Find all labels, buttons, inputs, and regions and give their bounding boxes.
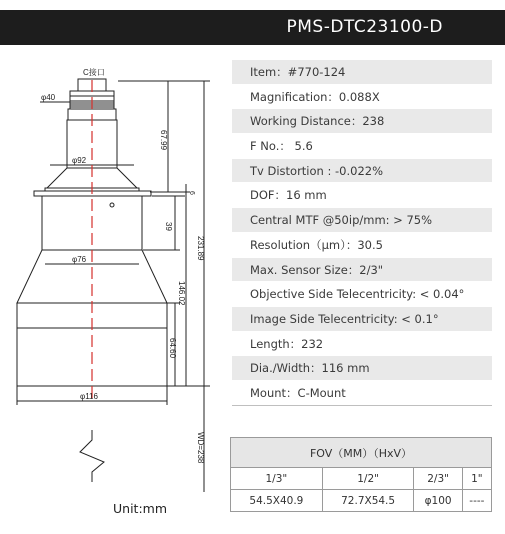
fov-sensor-cell: 1/3": [231, 468, 323, 490]
dim-6: 6: [188, 191, 195, 195]
spec-resolution: Resolution（μm）：30.5: [232, 233, 492, 258]
fov-sensor-cell: 2/3": [414, 468, 462, 490]
fov-value-cell: 72.7X54.5: [322, 490, 414, 512]
spec-f-no: F No.： 5.6: [232, 134, 492, 159]
spec-central-mtf: Central MTF @50ip/mm: > 75%: [232, 208, 492, 233]
spec-dia-width: Dia./Width：116 mm: [232, 356, 492, 381]
dim-39: 39: [164, 222, 173, 231]
spec-item: Item：#770-124: [232, 60, 492, 85]
lens-drawing: [0, 0, 230, 534]
dim-d76: φ76: [72, 255, 87, 264]
dim-146-02: 146.02: [177, 281, 186, 306]
fov-sensor-cell: 1/2": [322, 468, 414, 490]
unit-label: Unit:mm: [113, 501, 168, 516]
dim-wd: WD=238: [196, 432, 205, 464]
fov-sensor-cell: 1": [462, 468, 491, 490]
dim-64-60: 64.60: [168, 338, 177, 359]
fov-value-cell: ----: [462, 490, 491, 512]
spec-list: [232, 60, 492, 406]
fov-table: [230, 437, 492, 512]
dim-d116: φ116: [80, 392, 98, 401]
spec-mount: Mount：C-Mount: [232, 381, 492, 406]
spec-magnification: Magnification：0.088X: [232, 85, 492, 110]
fov-value-cell: φ100: [414, 490, 462, 512]
fov-value-cell: 54.5X40.9: [231, 490, 323, 512]
spec-max-sensor: Max. Sensor Size：2/3": [232, 258, 492, 283]
product-title: PMS-DTC23100-D: [286, 17, 443, 37]
spec-dof: DOF：16 mm: [232, 183, 492, 208]
dim-231-89: 231.89: [196, 236, 205, 261]
spec-length: Length：232: [232, 332, 492, 357]
spec-working-distance: Working Distance：238: [232, 109, 492, 134]
dim-d92: φ92: [72, 156, 87, 165]
dim-d40: φ40: [41, 93, 56, 102]
spec-objective-telecentricity: Objective Side Telecentricity: < 0.04°: [232, 282, 492, 307]
spec-tv-distortion: Tv Distortion : -0.022%: [232, 159, 492, 184]
c-mount-label: C接口: [83, 68, 105, 77]
spec-image-telecentricity: Image Side Telecentricity: < 0.1°: [232, 307, 492, 332]
dim-67-99: 67.99: [159, 130, 168, 151]
fov-title: FOV（MM）（HxV）: [231, 438, 492, 468]
